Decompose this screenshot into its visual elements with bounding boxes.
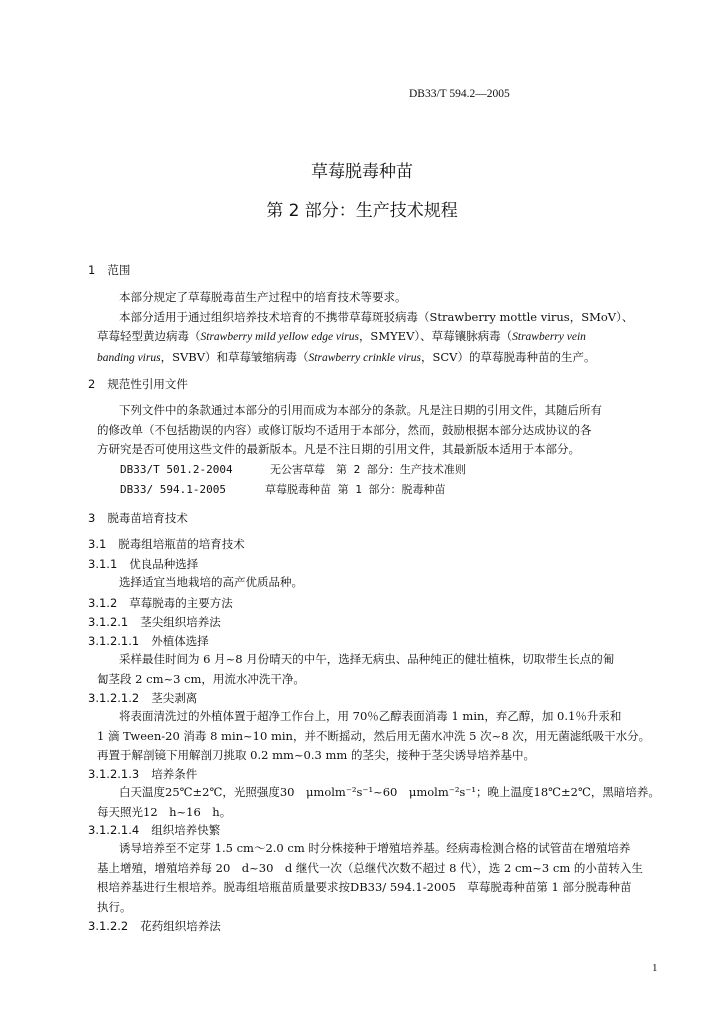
reference-name: 草莓脱毒种苗 第 1 部分：脱毒种苗 <box>265 483 446 496</box>
paragraph-line: 再置于解剖镜下用解剖刀挑取 0.2 mm~0.3 mm 的茎尖，接种于茎尖诱导培养基中。 <box>97 748 535 762</box>
paragraph-3-1-1 <box>97 573 657 593</box>
paragraph-line: 白天温度25℃±2℃，光照强度30 μmolm⁻²s⁻¹~60 μmolm⁻²s⁻¹；晚上温度18℃±2℃，黑暗培养。 <box>119 785 660 799</box>
section-title: 范围 <box>107 263 131 277</box>
paragraph-line: 将表面清洗过的外植体置于超净工作台上，用 70％乙醇表面消毒 1 min，弃乙醇，加 0.1％升汞和 <box>119 709 622 723</box>
section-title: 草莓脱毒的主要方法 <box>129 596 233 610</box>
section-number: 3.1.2 <box>88 596 118 610</box>
section-number: 1 <box>88 263 96 277</box>
section-title: 脱毒组培瓶苗的培育技术 <box>118 537 245 551</box>
reference-item <box>120 461 466 477</box>
document-subtitle: 第 2 部分：生产技术规程 <box>266 201 458 221</box>
section-number: 3.1.2.2 <box>88 919 129 933</box>
paragraph-line: banding virus，SVBV）和草莓皱缩病毒（Strawberry crinkle virus，SCV）的草莓脱毒种苗的生产。 <box>97 349 596 364</box>
section-title: 优良品种选择 <box>129 557 199 571</box>
section-heading-1 <box>88 262 130 278</box>
section-title: 花药组织培养法 <box>140 919 221 933</box>
section-title: 培养条件 <box>151 767 198 781</box>
paragraph-3-1-2-1-3 <box>97 783 660 822</box>
paragraph-3-1-2-1-2 <box>97 707 657 766</box>
subsection-heading-3-1-1 <box>88 556 198 572</box>
section-number: 3.1.2.1.3 <box>88 767 140 781</box>
section-number: 3.1 <box>88 537 107 551</box>
section-title: 规范性引用文件 <box>107 377 188 391</box>
paragraph-line: 基上增殖，增殖培养每 20 d~30 d 继代一次（总继代次数不超过 8 代），选 2 cm~3 cm 的小苗转入生 <box>97 860 643 875</box>
section-number: 3.1.1 <box>88 557 118 571</box>
paragraph-line: 下列文件中的条款通过本部分的引用而成为本部分的条款。凡是注日期的引用文件，其随后所有 <box>119 403 602 417</box>
paragraph-line: 本部分适用于通过组织培养技术培育的不携带草莓斑驳病毒（Strawberry mottle virus，SMoV）、 <box>119 309 634 324</box>
subsection-heading-3-1-2-2 <box>88 918 221 934</box>
paragraph-line: 选择适宜当地栽培的高产优质品种。 <box>119 575 303 589</box>
subsection-heading-3-1-2-1-2 <box>88 690 197 706</box>
paragraph-line: 根培养基进行生根培养。脱毒组培瓶苗质量要求按DB33/ 594.1-2005 草莓脱毒种苗第 1 部分脱毒种苗 <box>97 880 632 894</box>
section-number: 3.1.2.1 <box>88 615 129 629</box>
section-number: 3.1.2.1.2 <box>88 691 140 705</box>
reference-code: DB33/ 594.1-2005 <box>120 483 226 496</box>
subsection-heading-3-1 <box>88 536 245 552</box>
paragraph-line: 1 滴 Tween-20 消毒 8 min~10 min，并不断摇动，然后用无菌水冲洗 5 次~8 次，用无菌滤纸吸干水分。 <box>97 728 651 743</box>
section-number: 3.1.2.1.1 <box>88 634 140 648</box>
paragraph-line: 采样最佳时间为 6 月~8 月份晴天的中午，选择无病虫、品种纯正的健壮植株，切取带生长点的匍 <box>119 652 615 666</box>
paragraph-line: 本部分规定了草莓脱毒苗生产过程中的培育技术等要求。 <box>119 290 407 304</box>
paragraph-3-1-2-1-1 <box>97 650 657 689</box>
section-heading-3 <box>88 510 188 526</box>
reference-code: DB33/T 501.2-2004 <box>120 463 233 476</box>
paragraph-line: 的修改单（不包括勘误的内容）或修订版均不适用于本部分，然而，鼓励根据本部分达成协议的各 <box>97 422 592 437</box>
paragraph-line: 每天照光12 h~16 h。 <box>97 804 232 819</box>
paragraph-line: 执行。 <box>97 899 132 914</box>
paragraph-3-1-2-1-4 <box>97 839 657 917</box>
subsection-heading-3-1-2 <box>88 595 233 611</box>
subsection-heading-3-1-2-1-4 <box>88 822 220 838</box>
paragraph-line: 草莓轻型黄边病毒（Strawberry mild yellow edge virus，SMYEV）、草莓镶脉病毒（Strawberry vein <box>97 329 586 343</box>
section-title: 茎尖组织培养法 <box>140 615 221 629</box>
section-title: 外植体选择 <box>151 634 209 648</box>
paragraph-line: 方研究是否可使用这些文件的最新版本。凡是不注日期的引用文件，其最新版本适用于本部分。 <box>97 442 580 456</box>
document-code: DB33/T 594.2—2005 <box>409 88 510 100</box>
section-1-body <box>97 288 657 368</box>
subsection-heading-3-1-2-1 <box>88 614 221 630</box>
document-title: 草莓脱毒种苗 <box>311 162 413 182</box>
section-title: 组织培养快繁 <box>151 823 221 837</box>
section-number: 3.1.2.1.4 <box>88 823 140 837</box>
subsection-heading-3-1-2-1-3 <box>88 766 197 782</box>
section-2-body <box>97 401 657 460</box>
reference-name: 无公害草莓 第 2 部分：生产技术准则 <box>270 463 466 476</box>
section-title: 茎尖剥离 <box>151 691 198 705</box>
section-number: 2 <box>88 377 96 391</box>
section-title: 脱毒苗培育技术 <box>107 511 188 525</box>
subsection-heading-3-1-2-1-1 <box>88 633 209 649</box>
paragraph-line: 匐茎段 2 cm~3 cm，用流水冲洗干净。 <box>97 671 305 686</box>
reference-item <box>120 481 446 497</box>
section-heading-2 <box>88 376 188 392</box>
section-number: 3 <box>88 511 96 525</box>
page-number: 1 <box>652 962 658 974</box>
paragraph-line: 诱导培养至不定芽 1.5 cm～2.0 cm 时分株接种于增殖培养基。经病毒检测合格的试管苗在增殖培养 <box>119 841 631 855</box>
